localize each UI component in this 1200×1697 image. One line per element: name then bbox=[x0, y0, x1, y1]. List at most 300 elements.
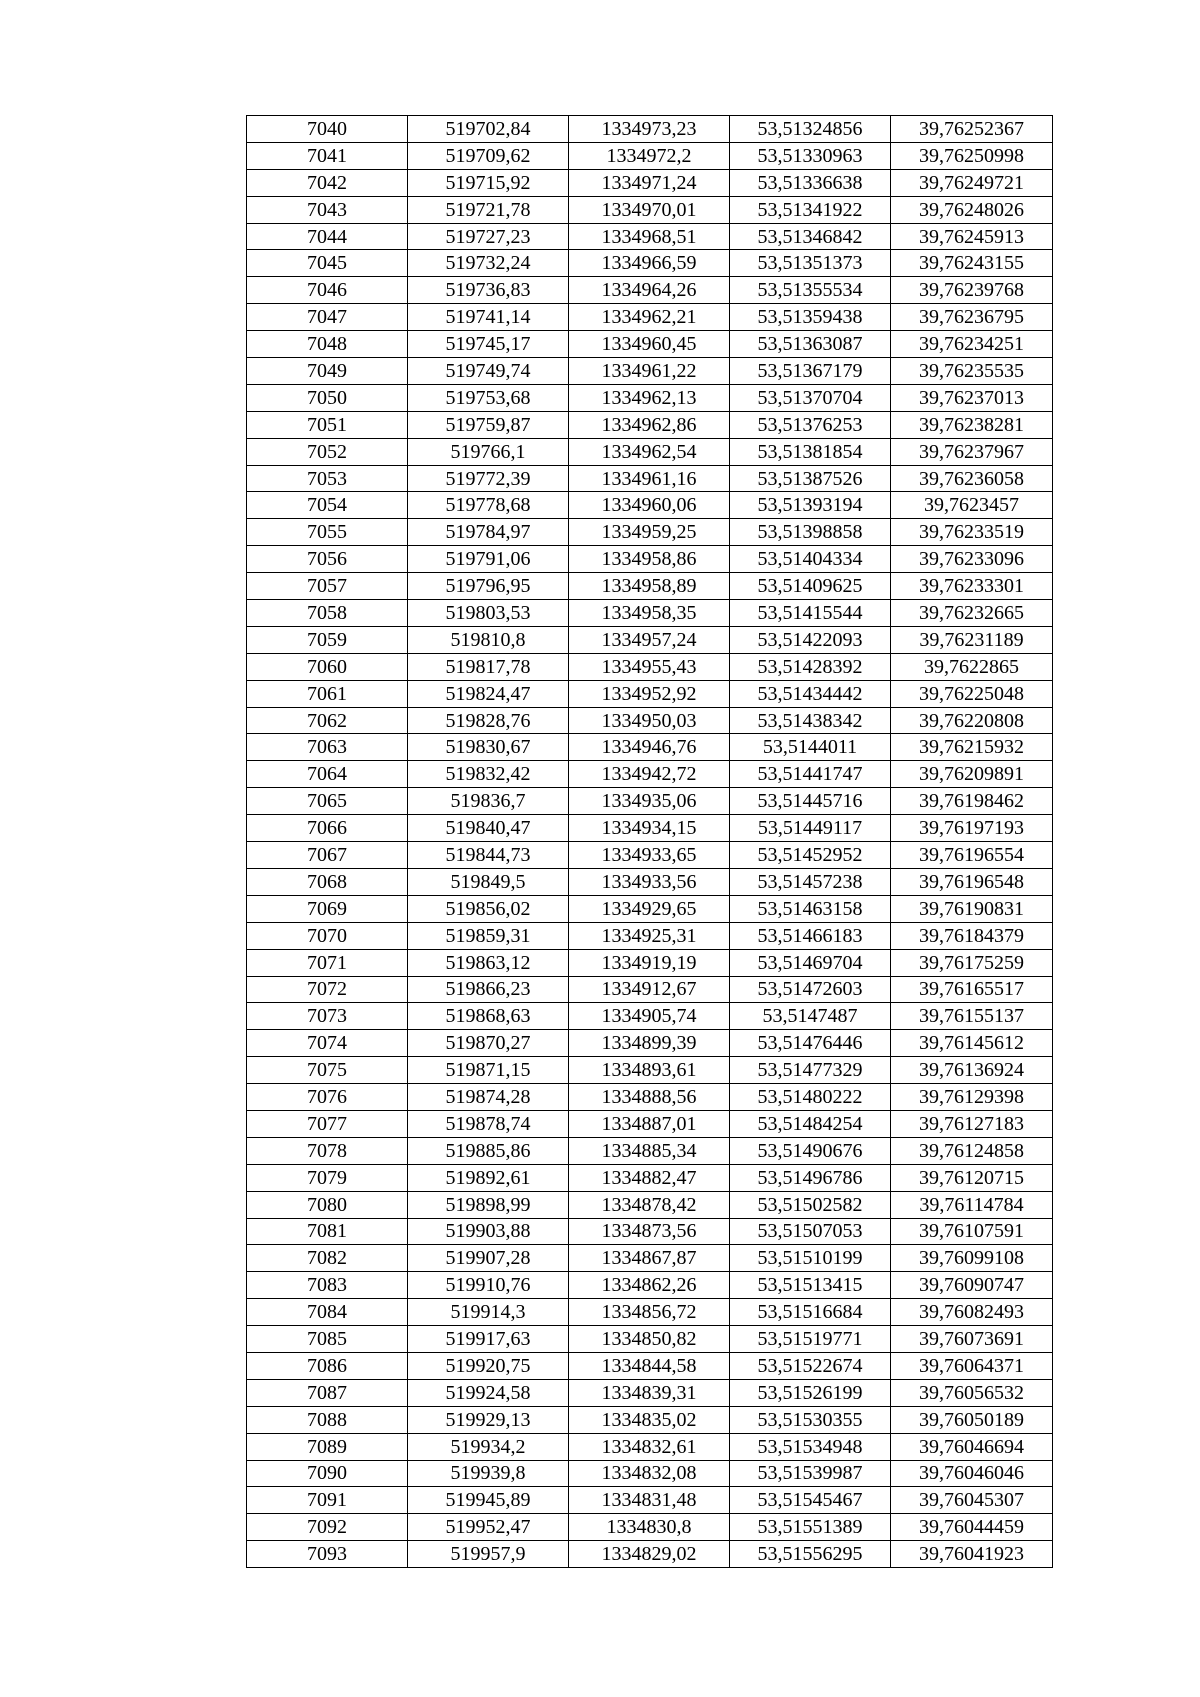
point-number-cell: 7043 bbox=[247, 196, 408, 223]
latitude-cell: 53,51346842 bbox=[730, 223, 891, 250]
y-coordinate-cell: 1334844,58 bbox=[569, 1352, 730, 1379]
x-coordinate-cell: 519856,02 bbox=[408, 895, 569, 922]
latitude-cell: 53,51445716 bbox=[730, 788, 891, 815]
x-coordinate-cell: 519791,06 bbox=[408, 546, 569, 573]
y-coordinate-cell: 1334957,24 bbox=[569, 626, 730, 653]
table-row bbox=[247, 304, 1053, 331]
latitude-cell: 53,51539987 bbox=[730, 1460, 891, 1487]
point-number-cell: 7057 bbox=[247, 573, 408, 600]
point-number-cell: 7041 bbox=[247, 142, 408, 169]
longitude-cell: 39,76129398 bbox=[891, 1084, 1053, 1111]
longitude-cell: 39,7623457 bbox=[891, 492, 1053, 519]
longitude-cell: 39,76120715 bbox=[891, 1164, 1053, 1191]
y-coordinate-cell: 1334958,89 bbox=[569, 573, 730, 600]
table-row bbox=[247, 1245, 1053, 1272]
table-row bbox=[247, 653, 1053, 680]
latitude-cell: 53,51472603 bbox=[730, 976, 891, 1003]
point-number-cell: 7058 bbox=[247, 600, 408, 627]
coordinates-table bbox=[246, 115, 1053, 1568]
y-coordinate-cell: 1334961,16 bbox=[569, 465, 730, 492]
x-coordinate-cell: 519866,23 bbox=[408, 976, 569, 1003]
latitude-cell: 53,51330963 bbox=[730, 142, 891, 169]
latitude-cell: 53,51438342 bbox=[730, 707, 891, 734]
x-coordinate-cell: 519772,39 bbox=[408, 465, 569, 492]
latitude-cell: 53,51513415 bbox=[730, 1272, 891, 1299]
y-coordinate-cell: 1334962,54 bbox=[569, 438, 730, 465]
table-row bbox=[247, 949, 1053, 976]
table-row bbox=[247, 1057, 1053, 1084]
longitude-cell: 39,76245913 bbox=[891, 223, 1053, 250]
y-coordinate-cell: 1334950,03 bbox=[569, 707, 730, 734]
point-number-cell: 7063 bbox=[247, 734, 408, 761]
table-row bbox=[247, 1541, 1053, 1568]
longitude-cell: 39,76233096 bbox=[891, 546, 1053, 573]
table-row bbox=[247, 1406, 1053, 1433]
x-coordinate-cell: 519863,12 bbox=[408, 949, 569, 976]
latitude-cell: 53,51449117 bbox=[730, 815, 891, 842]
latitude-cell: 53,51359438 bbox=[730, 304, 891, 331]
x-coordinate-cell: 519840,47 bbox=[408, 815, 569, 842]
y-coordinate-cell: 1334830,8 bbox=[569, 1514, 730, 1541]
latitude-cell: 53,51376253 bbox=[730, 411, 891, 438]
point-number-cell: 7065 bbox=[247, 788, 408, 815]
y-coordinate-cell: 1334832,08 bbox=[569, 1460, 730, 1487]
x-coordinate-cell: 519929,13 bbox=[408, 1406, 569, 1433]
table-row bbox=[247, 1137, 1053, 1164]
y-coordinate-cell: 1334960,06 bbox=[569, 492, 730, 519]
point-number-cell: 7048 bbox=[247, 331, 408, 358]
longitude-cell: 39,76082493 bbox=[891, 1299, 1053, 1326]
table-row bbox=[247, 142, 1053, 169]
table-row bbox=[247, 116, 1053, 143]
y-coordinate-cell: 1334919,19 bbox=[569, 949, 730, 976]
longitude-cell: 39,76235535 bbox=[891, 358, 1053, 385]
x-coordinate-cell: 519749,74 bbox=[408, 358, 569, 385]
latitude-cell: 53,51381854 bbox=[730, 438, 891, 465]
table-row bbox=[247, 411, 1053, 438]
x-coordinate-cell: 519885,86 bbox=[408, 1137, 569, 1164]
y-coordinate-cell: 1334962,21 bbox=[569, 304, 730, 331]
latitude-cell: 53,51404334 bbox=[730, 546, 891, 573]
latitude-cell: 53,51545467 bbox=[730, 1487, 891, 1514]
longitude-cell: 39,76236795 bbox=[891, 304, 1053, 331]
latitude-cell: 53,51393194 bbox=[730, 492, 891, 519]
point-number-cell: 7046 bbox=[247, 277, 408, 304]
y-coordinate-cell: 1334925,31 bbox=[569, 922, 730, 949]
x-coordinate-cell: 519914,3 bbox=[408, 1299, 569, 1326]
point-number-cell: 7076 bbox=[247, 1084, 408, 1111]
y-coordinate-cell: 1334887,01 bbox=[569, 1110, 730, 1137]
point-number-cell: 7049 bbox=[247, 358, 408, 385]
longitude-cell: 39,76175259 bbox=[891, 949, 1053, 976]
x-coordinate-cell: 519910,76 bbox=[408, 1272, 569, 1299]
point-number-cell: 7073 bbox=[247, 1003, 408, 1030]
x-coordinate-cell: 519939,8 bbox=[408, 1460, 569, 1487]
point-number-cell: 7079 bbox=[247, 1164, 408, 1191]
x-coordinate-cell: 519803,53 bbox=[408, 600, 569, 627]
x-coordinate-cell: 519715,92 bbox=[408, 169, 569, 196]
x-coordinate-cell: 519957,9 bbox=[408, 1541, 569, 1568]
table-row bbox=[247, 680, 1053, 707]
y-coordinate-cell: 1334934,15 bbox=[569, 815, 730, 842]
table-row bbox=[247, 1191, 1053, 1218]
coordinates-table-body bbox=[247, 116, 1053, 1568]
y-coordinate-cell: 1334961,22 bbox=[569, 358, 730, 385]
table-row bbox=[247, 465, 1053, 492]
latitude-cell: 53,51370704 bbox=[730, 384, 891, 411]
table-row bbox=[247, 1460, 1053, 1487]
y-coordinate-cell: 1334862,26 bbox=[569, 1272, 730, 1299]
latitude-cell: 53,51351373 bbox=[730, 250, 891, 277]
longitude-cell: 39,76196554 bbox=[891, 842, 1053, 869]
latitude-cell: 53,51434442 bbox=[730, 680, 891, 707]
x-coordinate-cell: 519871,15 bbox=[408, 1057, 569, 1084]
longitude-cell: 39,76198462 bbox=[891, 788, 1053, 815]
table-row bbox=[247, 1030, 1053, 1057]
latitude-cell: 53,51530355 bbox=[730, 1406, 891, 1433]
table-row bbox=[247, 223, 1053, 250]
point-number-cell: 7054 bbox=[247, 492, 408, 519]
longitude-cell: 39,76237967 bbox=[891, 438, 1053, 465]
point-number-cell: 7064 bbox=[247, 761, 408, 788]
latitude-cell: 53,51398858 bbox=[730, 519, 891, 546]
longitude-cell: 39,76127183 bbox=[891, 1110, 1053, 1137]
y-coordinate-cell: 1334850,82 bbox=[569, 1326, 730, 1353]
longitude-cell: 39,76046694 bbox=[891, 1433, 1053, 1460]
latitude-cell: 53,51551389 bbox=[730, 1514, 891, 1541]
latitude-cell: 53,51469704 bbox=[730, 949, 891, 976]
table-row bbox=[247, 519, 1053, 546]
longitude-cell: 39,76196548 bbox=[891, 868, 1053, 895]
longitude-cell: 39,76252367 bbox=[891, 116, 1053, 143]
x-coordinate-cell: 519903,88 bbox=[408, 1218, 569, 1245]
table-row bbox=[247, 1164, 1053, 1191]
table-row bbox=[247, 438, 1053, 465]
y-coordinate-cell: 1334960,45 bbox=[569, 331, 730, 358]
longitude-cell: 39,76114784 bbox=[891, 1191, 1053, 1218]
longitude-cell: 39,76243155 bbox=[891, 250, 1053, 277]
latitude-cell: 53,51336638 bbox=[730, 169, 891, 196]
latitude-cell: 53,51507053 bbox=[730, 1218, 891, 1245]
latitude-cell: 53,51387526 bbox=[730, 465, 891, 492]
latitude-cell: 53,51367179 bbox=[730, 358, 891, 385]
table-row bbox=[247, 169, 1053, 196]
point-number-cell: 7045 bbox=[247, 250, 408, 277]
x-coordinate-cell: 519920,75 bbox=[408, 1352, 569, 1379]
y-coordinate-cell: 1334971,24 bbox=[569, 169, 730, 196]
table-row bbox=[247, 277, 1053, 304]
y-coordinate-cell: 1334912,67 bbox=[569, 976, 730, 1003]
latitude-cell: 53,51324856 bbox=[730, 116, 891, 143]
table-row bbox=[247, 1218, 1053, 1245]
x-coordinate-cell: 519945,89 bbox=[408, 1487, 569, 1514]
table-row bbox=[247, 546, 1053, 573]
y-coordinate-cell: 1334873,56 bbox=[569, 1218, 730, 1245]
x-coordinate-cell: 519898,99 bbox=[408, 1191, 569, 1218]
latitude-cell: 53,51519771 bbox=[730, 1326, 891, 1353]
table-row bbox=[247, 1299, 1053, 1326]
x-coordinate-cell: 519824,47 bbox=[408, 680, 569, 707]
x-coordinate-cell: 519836,7 bbox=[408, 788, 569, 815]
longitude-cell: 39,76190831 bbox=[891, 895, 1053, 922]
x-coordinate-cell: 519844,73 bbox=[408, 842, 569, 869]
table-row bbox=[247, 815, 1053, 842]
y-coordinate-cell: 1334962,86 bbox=[569, 411, 730, 438]
point-number-cell: 7069 bbox=[247, 895, 408, 922]
y-coordinate-cell: 1334952,92 bbox=[569, 680, 730, 707]
latitude-cell: 53,51457238 bbox=[730, 868, 891, 895]
table-row bbox=[247, 1003, 1053, 1030]
table-row bbox=[247, 196, 1053, 223]
longitude-cell: 39,76233301 bbox=[891, 573, 1053, 600]
x-coordinate-cell: 519952,47 bbox=[408, 1514, 569, 1541]
x-coordinate-cell: 519727,23 bbox=[408, 223, 569, 250]
latitude-cell: 53,51422093 bbox=[730, 626, 891, 653]
latitude-cell: 53,51522674 bbox=[730, 1352, 891, 1379]
point-number-cell: 7093 bbox=[247, 1541, 408, 1568]
table-row bbox=[247, 1379, 1053, 1406]
point-number-cell: 7083 bbox=[247, 1272, 408, 1299]
longitude-cell: 39,76238281 bbox=[891, 411, 1053, 438]
y-coordinate-cell: 1334959,25 bbox=[569, 519, 730, 546]
x-coordinate-cell: 519907,28 bbox=[408, 1245, 569, 1272]
y-coordinate-cell: 1334885,34 bbox=[569, 1137, 730, 1164]
x-coordinate-cell: 519874,28 bbox=[408, 1084, 569, 1111]
point-number-cell: 7075 bbox=[247, 1057, 408, 1084]
longitude-cell: 39,76056532 bbox=[891, 1379, 1053, 1406]
point-number-cell: 7067 bbox=[247, 842, 408, 869]
latitude-cell: 53,51409625 bbox=[730, 573, 891, 600]
longitude-cell: 39,76225048 bbox=[891, 680, 1053, 707]
x-coordinate-cell: 519745,17 bbox=[408, 331, 569, 358]
table-row bbox=[247, 922, 1053, 949]
y-coordinate-cell: 1334832,61 bbox=[569, 1433, 730, 1460]
point-number-cell: 7053 bbox=[247, 465, 408, 492]
point-number-cell: 7090 bbox=[247, 1460, 408, 1487]
longitude-cell: 39,76044459 bbox=[891, 1514, 1053, 1541]
table-row bbox=[247, 1084, 1053, 1111]
latitude-cell: 53,5144011 bbox=[730, 734, 891, 761]
point-number-cell: 7089 bbox=[247, 1433, 408, 1460]
latitude-cell: 53,51516684 bbox=[730, 1299, 891, 1326]
x-coordinate-cell: 519859,31 bbox=[408, 922, 569, 949]
latitude-cell: 53,5147487 bbox=[730, 1003, 891, 1030]
x-coordinate-cell: 519892,61 bbox=[408, 1164, 569, 1191]
longitude-cell: 39,76248026 bbox=[891, 196, 1053, 223]
latitude-cell: 53,51441747 bbox=[730, 761, 891, 788]
point-number-cell: 7072 bbox=[247, 976, 408, 1003]
longitude-cell: 39,76220808 bbox=[891, 707, 1053, 734]
latitude-cell: 53,51452952 bbox=[730, 842, 891, 869]
longitude-cell: 39,76155137 bbox=[891, 1003, 1053, 1030]
y-coordinate-cell: 1334968,51 bbox=[569, 223, 730, 250]
longitude-cell: 39,76064371 bbox=[891, 1352, 1053, 1379]
x-coordinate-cell: 519878,74 bbox=[408, 1110, 569, 1137]
longitude-cell: 39,76145612 bbox=[891, 1030, 1053, 1057]
longitude-cell: 39,76107591 bbox=[891, 1218, 1053, 1245]
point-number-cell: 7062 bbox=[247, 707, 408, 734]
point-number-cell: 7092 bbox=[247, 1514, 408, 1541]
longitude-cell: 39,76231189 bbox=[891, 626, 1053, 653]
table-row bbox=[247, 1433, 1053, 1460]
point-number-cell: 7081 bbox=[247, 1218, 408, 1245]
latitude-cell: 53,51502582 bbox=[730, 1191, 891, 1218]
x-coordinate-cell: 519721,78 bbox=[408, 196, 569, 223]
y-coordinate-cell: 1334888,56 bbox=[569, 1084, 730, 1111]
x-coordinate-cell: 519934,2 bbox=[408, 1433, 569, 1460]
point-number-cell: 7044 bbox=[247, 223, 408, 250]
point-number-cell: 7051 bbox=[247, 411, 408, 438]
latitude-cell: 53,51341922 bbox=[730, 196, 891, 223]
x-coordinate-cell: 519741,14 bbox=[408, 304, 569, 331]
point-number-cell: 7042 bbox=[247, 169, 408, 196]
table-row bbox=[247, 1110, 1053, 1137]
point-number-cell: 7078 bbox=[247, 1137, 408, 1164]
table-row bbox=[247, 1326, 1053, 1353]
point-number-cell: 7050 bbox=[247, 384, 408, 411]
y-coordinate-cell: 1334942,72 bbox=[569, 761, 730, 788]
latitude-cell: 53,51480222 bbox=[730, 1084, 891, 1111]
longitude-cell: 39,76099108 bbox=[891, 1245, 1053, 1272]
latitude-cell: 53,51415544 bbox=[730, 600, 891, 627]
x-coordinate-cell: 519784,97 bbox=[408, 519, 569, 546]
table-row bbox=[247, 331, 1053, 358]
point-number-cell: 7047 bbox=[247, 304, 408, 331]
point-number-cell: 7091 bbox=[247, 1487, 408, 1514]
table-row bbox=[247, 1487, 1053, 1514]
x-coordinate-cell: 519924,58 bbox=[408, 1379, 569, 1406]
longitude-cell: 39,76050189 bbox=[891, 1406, 1053, 1433]
table-row bbox=[247, 492, 1053, 519]
point-number-cell: 7074 bbox=[247, 1030, 408, 1057]
y-coordinate-cell: 1334829,02 bbox=[569, 1541, 730, 1568]
latitude-cell: 53,51534948 bbox=[730, 1433, 891, 1460]
point-number-cell: 7070 bbox=[247, 922, 408, 949]
x-coordinate-cell: 519832,42 bbox=[408, 761, 569, 788]
table-row bbox=[247, 734, 1053, 761]
y-coordinate-cell: 1334882,47 bbox=[569, 1164, 730, 1191]
point-number-cell: 7055 bbox=[247, 519, 408, 546]
longitude-cell: 39,76209891 bbox=[891, 761, 1053, 788]
y-coordinate-cell: 1334899,39 bbox=[569, 1030, 730, 1057]
latitude-cell: 53,51355534 bbox=[730, 277, 891, 304]
latitude-cell: 53,51466183 bbox=[730, 922, 891, 949]
table-row bbox=[247, 868, 1053, 895]
table-row bbox=[247, 976, 1053, 1003]
y-coordinate-cell: 1334966,59 bbox=[569, 250, 730, 277]
x-coordinate-cell: 519828,76 bbox=[408, 707, 569, 734]
longitude-cell: 39,76239768 bbox=[891, 277, 1053, 304]
table-row bbox=[247, 707, 1053, 734]
table-row bbox=[247, 384, 1053, 411]
longitude-cell: 39,76165517 bbox=[891, 976, 1053, 1003]
x-coordinate-cell: 519796,95 bbox=[408, 573, 569, 600]
y-coordinate-cell: 1334958,35 bbox=[569, 600, 730, 627]
y-coordinate-cell: 1334933,56 bbox=[569, 868, 730, 895]
latitude-cell: 53,51476446 bbox=[730, 1030, 891, 1057]
table-row bbox=[247, 1352, 1053, 1379]
table-row bbox=[247, 573, 1053, 600]
longitude-cell: 39,76234251 bbox=[891, 331, 1053, 358]
table-row bbox=[247, 788, 1053, 815]
longitude-cell: 39,7622865 bbox=[891, 653, 1053, 680]
point-number-cell: 7086 bbox=[247, 1352, 408, 1379]
point-number-cell: 7059 bbox=[247, 626, 408, 653]
x-coordinate-cell: 519810,8 bbox=[408, 626, 569, 653]
y-coordinate-cell: 1334955,43 bbox=[569, 653, 730, 680]
x-coordinate-cell: 519753,68 bbox=[408, 384, 569, 411]
longitude-cell: 39,76073691 bbox=[891, 1326, 1053, 1353]
point-number-cell: 7088 bbox=[247, 1406, 408, 1433]
latitude-cell: 53,51526199 bbox=[730, 1379, 891, 1406]
point-number-cell: 7061 bbox=[247, 680, 408, 707]
x-coordinate-cell: 519766,1 bbox=[408, 438, 569, 465]
longitude-cell: 39,76124858 bbox=[891, 1137, 1053, 1164]
x-coordinate-cell: 519702,84 bbox=[408, 116, 569, 143]
longitude-cell: 39,76236058 bbox=[891, 465, 1053, 492]
latitude-cell: 53,51510199 bbox=[730, 1245, 891, 1272]
longitude-cell: 39,76232665 bbox=[891, 600, 1053, 627]
latitude-cell: 53,51463158 bbox=[730, 895, 891, 922]
point-number-cell: 7082 bbox=[247, 1245, 408, 1272]
y-coordinate-cell: 1334893,61 bbox=[569, 1057, 730, 1084]
point-number-cell: 7066 bbox=[247, 815, 408, 842]
y-coordinate-cell: 1334856,72 bbox=[569, 1299, 730, 1326]
x-coordinate-cell: 519917,63 bbox=[408, 1326, 569, 1353]
longitude-cell: 39,76233519 bbox=[891, 519, 1053, 546]
table-row bbox=[247, 895, 1053, 922]
x-coordinate-cell: 519732,24 bbox=[408, 250, 569, 277]
y-coordinate-cell: 1334972,2 bbox=[569, 142, 730, 169]
longitude-cell: 39,76249721 bbox=[891, 169, 1053, 196]
y-coordinate-cell: 1334970,01 bbox=[569, 196, 730, 223]
y-coordinate-cell: 1334905,74 bbox=[569, 1003, 730, 1030]
latitude-cell: 53,51556295 bbox=[730, 1541, 891, 1568]
x-coordinate-cell: 519868,63 bbox=[408, 1003, 569, 1030]
y-coordinate-cell: 1334929,65 bbox=[569, 895, 730, 922]
x-coordinate-cell: 519778,68 bbox=[408, 492, 569, 519]
table-row bbox=[247, 1272, 1053, 1299]
point-number-cell: 7077 bbox=[247, 1110, 408, 1137]
longitude-cell: 39,76046046 bbox=[891, 1460, 1053, 1487]
latitude-cell: 53,51428392 bbox=[730, 653, 891, 680]
table-row bbox=[247, 1514, 1053, 1541]
table-row bbox=[247, 626, 1053, 653]
point-number-cell: 7068 bbox=[247, 868, 408, 895]
y-coordinate-cell: 1334946,76 bbox=[569, 734, 730, 761]
y-coordinate-cell: 1334964,26 bbox=[569, 277, 730, 304]
longitude-cell: 39,76090747 bbox=[891, 1272, 1053, 1299]
latitude-cell: 53,51477329 bbox=[730, 1057, 891, 1084]
point-number-cell: 7056 bbox=[247, 546, 408, 573]
y-coordinate-cell: 1334831,48 bbox=[569, 1487, 730, 1514]
x-coordinate-cell: 519759,87 bbox=[408, 411, 569, 438]
latitude-cell: 53,51496786 bbox=[730, 1164, 891, 1191]
longitude-cell: 39,76184379 bbox=[891, 922, 1053, 949]
longitude-cell: 39,76041923 bbox=[891, 1541, 1053, 1568]
point-number-cell: 7084 bbox=[247, 1299, 408, 1326]
longitude-cell: 39,76215932 bbox=[891, 734, 1053, 761]
longitude-cell: 39,76250998 bbox=[891, 142, 1053, 169]
y-coordinate-cell: 1334835,02 bbox=[569, 1406, 730, 1433]
longitude-cell: 39,76237013 bbox=[891, 384, 1053, 411]
y-coordinate-cell: 1334933,65 bbox=[569, 842, 730, 869]
longitude-cell: 39,76136924 bbox=[891, 1057, 1053, 1084]
table-row bbox=[247, 358, 1053, 385]
y-coordinate-cell: 1334878,42 bbox=[569, 1191, 730, 1218]
x-coordinate-cell: 519849,5 bbox=[408, 868, 569, 895]
x-coordinate-cell: 519817,78 bbox=[408, 653, 569, 680]
